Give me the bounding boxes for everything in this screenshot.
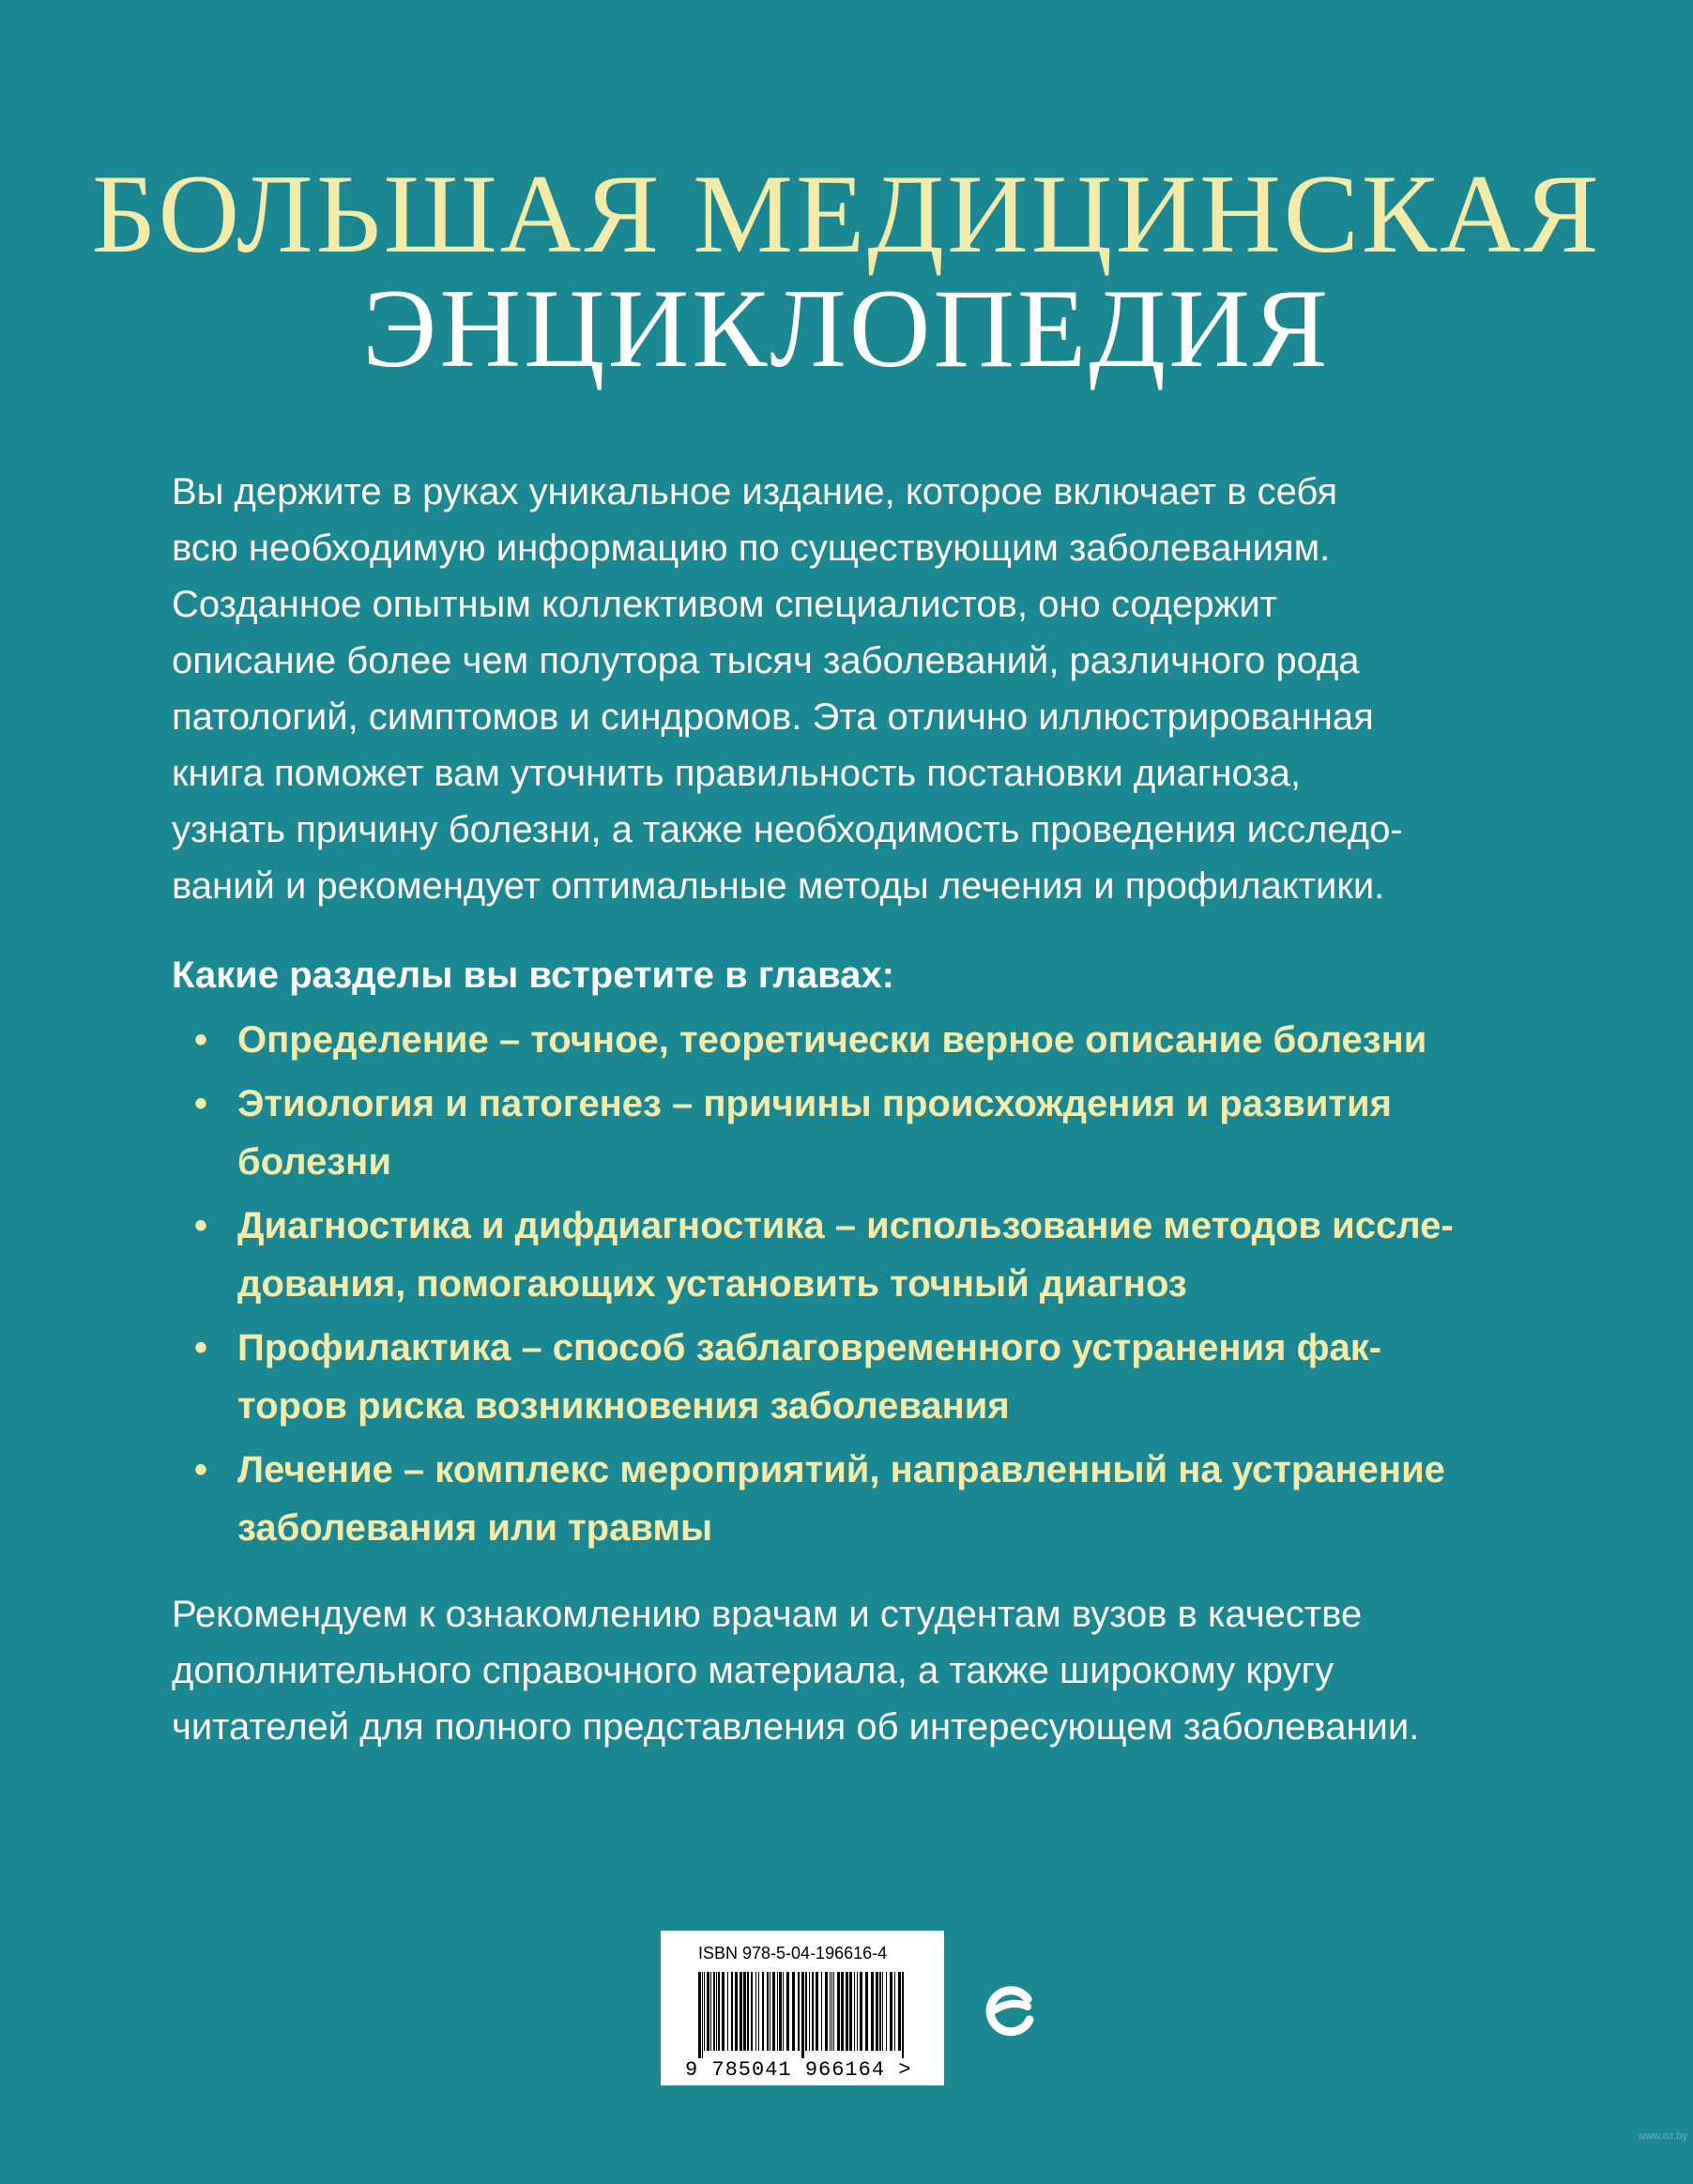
section-item-line: Профилактика – способ заблаговременного устранения фак- <box>237 1327 1382 1368</box>
barcode-bar <box>792 1972 795 2051</box>
barcode-bar <box>816 1972 818 2051</box>
outro-line: Рекомендуем к ознакомлению врачам и студентам вузов в качестве <box>172 1594 1363 1635</box>
barcode-bar <box>865 1972 868 2051</box>
intro-line: всю необходимую информацию по существующим заболеваниям. <box>172 527 1331 569</box>
bullet-icon: • <box>194 1327 208 1368</box>
barcode-bar <box>718 1972 720 2051</box>
barcode-bar <box>758 1972 759 2051</box>
barcode-bar <box>812 1972 814 2051</box>
barcode-bar <box>833 1972 834 2051</box>
outro-line: читателей для полного представления об интересующем заболевании. <box>172 1706 1420 1748</box>
outro-line: дополнительного справочного материала, а также широкому кругу <box>172 1650 1335 1691</box>
intro-line: узнать причину болезни, а также необходимость проведения исследо- <box>172 809 1403 850</box>
section-item-line: Лечение – комплекс мероприятий, направленный на устранение <box>237 1449 1445 1490</box>
barcode-bar <box>704 1972 705 2051</box>
barcode-bar <box>747 1972 749 2051</box>
intro-line: книга поможет вам уточнить правильность постановки диагноза, <box>172 753 1301 794</box>
barcode-bar <box>894 1972 895 2051</box>
barcode-bar <box>902 1972 904 2058</box>
title-line-1: БОЛЬШАЯ МЕДИЦИНСКАЯ <box>91 151 1602 276</box>
barcode-bar <box>762 1972 764 2051</box>
barcode-bar <box>707 1972 709 2051</box>
barcode-bar <box>727 1972 728 2051</box>
barcode-bar <box>751 1972 753 2051</box>
barcode-bar <box>809 1972 810 2051</box>
barcode-bar <box>801 1972 804 2058</box>
section-item-line: Диагностика и дифдиагностика – использование методов иссле- <box>237 1205 1454 1246</box>
barcode-bar <box>882 1972 883 2051</box>
section-item-prevention <box>172 1319 1542 1435</box>
barcode-bar <box>755 1972 756 2051</box>
barcode-bar <box>798 1972 800 2051</box>
barcode-bar <box>722 1972 724 2051</box>
isbn-barcode <box>661 1931 944 2085</box>
barcode-bar <box>805 1972 807 2051</box>
barcode-bar <box>710 1972 711 2051</box>
barcode-bar <box>743 1972 746 2051</box>
barcode-bar <box>886 1972 887 2051</box>
bullet-icon: • <box>194 1205 208 1246</box>
title-line-2: ЭНЦИКЛОПЕДИЯ <box>362 266 1331 390</box>
barcode-bar <box>879 1972 881 2051</box>
barcode-bar <box>698 1972 701 2058</box>
barcode-bar <box>871 1972 874 2051</box>
barcode-bar <box>846 1972 848 2051</box>
barcode-bar <box>837 1972 840 2051</box>
section-item-line: Этиология и патогенез – причины происхождения и развития <box>237 1083 1392 1124</box>
section-item-line: заболевания или травмы <box>237 1507 713 1549</box>
barcode-bar <box>860 1972 862 2051</box>
barcode-bar <box>831 1972 832 2051</box>
barcode-bar <box>830 1972 831 2051</box>
bullet-icon: • <box>194 1449 208 1490</box>
section-item-line: торов риска возникновения заболевания <box>237 1385 1010 1427</box>
publisher-logo-icon <box>981 1978 1043 2040</box>
barcode-bar <box>702 1972 703 2058</box>
barcode-bar <box>779 1972 782 2051</box>
barcode-bar <box>876 1972 878 2051</box>
barcode-bar <box>783 1972 784 2051</box>
section-item-treatment <box>172 1441 1542 1557</box>
sections-heading: Какие разделы вы встретите в главах: <box>172 955 894 996</box>
barcode-bar <box>854 1972 855 2051</box>
section-item-definition <box>172 1011 1542 1069</box>
intro-line: Вы держите в руках уникальное издание, которое включает в себя <box>172 471 1338 512</box>
isbn-label: ISBN 978-5-04-196616-4 <box>698 1944 888 1963</box>
barcode-bar <box>841 1972 844 2051</box>
barcode-bar <box>767 1972 769 2051</box>
barcode-bar <box>890 1972 892 2051</box>
barcode-bar <box>777 1972 778 2051</box>
barcode-bar <box>849 1972 852 2051</box>
barcode-bar <box>716 1972 717 2051</box>
section-item-line: Определение – точное, теоретически верное описание болезни <box>237 1019 1427 1061</box>
barcode-bar <box>898 1972 901 2051</box>
barcode-bars <box>698 1972 905 2058</box>
sections-list <box>172 1011 1542 1563</box>
intro-line: патологий, симптомов и синдромов. Эта отлично иллюстрированная <box>172 696 1374 738</box>
bullet-icon: • <box>194 1019 208 1061</box>
barcode-bar <box>821 1972 822 2051</box>
section-item-etiology <box>172 1075 1542 1191</box>
section-item-line: дования, помогающих установить точный диагноз <box>237 1263 1187 1305</box>
outro-paragraph <box>172 1586 1523 1755</box>
intro-line: Созданное опытным коллективом специалистов, оно содержит <box>172 584 1277 625</box>
bullet-icon: • <box>194 1083 208 1124</box>
barcode-bar <box>772 1972 775 2051</box>
section-item-diagnostics <box>172 1197 1542 1313</box>
barcode-bar <box>825 1972 828 2051</box>
intro-line: описание более чем полутора тысяч заболеваний, различного рода <box>172 640 1360 681</box>
watermark: www.oz.by <box>1638 2131 1687 2142</box>
intro-paragraph <box>172 464 1523 914</box>
barcode-bar <box>731 1972 733 2051</box>
barcode-bar <box>857 1972 858 2051</box>
barcode-digits: 9 785041 966164 > <box>685 2058 912 2082</box>
barcode-bar <box>713 1972 715 2051</box>
intro-line: ваний и рекомендует оптимальные методы лечения и профилактики. <box>172 865 1385 907</box>
barcode-bar <box>786 1972 789 2051</box>
barcode-bar <box>735 1972 738 2051</box>
section-item-line: болезни <box>237 1141 391 1183</box>
barcode-bar <box>740 1972 742 2051</box>
